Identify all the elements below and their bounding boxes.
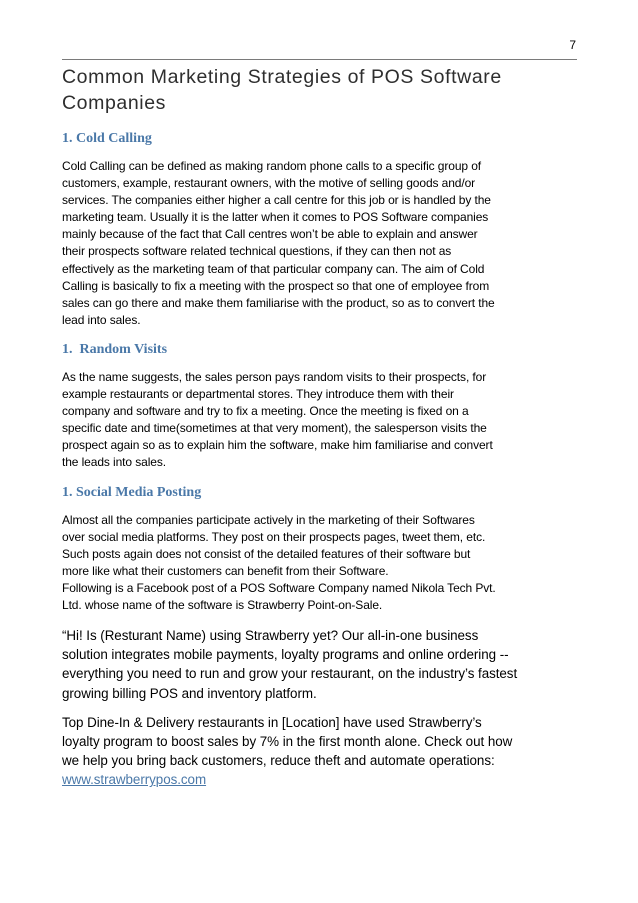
section-body-social-media — [62, 512, 582, 615]
header-divider — [62, 59, 577, 60]
text-line: prospect again so as to explain him the software, make him familiarise and convert — [62, 438, 493, 453]
text-line: lead into sales. — [62, 312, 141, 327]
text-line: Almost all the companies participate actively in the marketing of their Softwares — [62, 512, 475, 527]
text-line: company and software and try to fix a meeting. Once the meeting is fixed on a — [62, 404, 469, 419]
section-heading-random-visits: 1. Random Visits — [62, 341, 168, 357]
section-heading-social-media: 1. Social Media Posting — [62, 484, 202, 500]
text-line: Such posts again does not consist of the detailed features of their software but — [62, 546, 471, 561]
page-number: 7 — [569, 38, 576, 52]
text-line: Following is a Facebook post of a POS Software Company named Nikola Tech Pvt. — [62, 580, 496, 595]
text-line: example restaurants or departmental stores. They introduce them with their — [62, 387, 454, 402]
text-line: solution integrates mobile payments, loyalty programs and online ordering -- — [62, 647, 509, 663]
text-line: their prospects software related technical questions, if they can then not as — [62, 244, 452, 259]
page-title-line: Companies — [62, 92, 167, 114]
strawberrypos-link[interactable]: www.strawberrypos.com — [62, 772, 207, 788]
text-line: “Hi! Is (Resturant Name) using Strawberry yet? Our all-in-one business — [62, 628, 479, 644]
text-line: Cold Calling can be defined as making random phone calls to a specific group of — [62, 159, 482, 173]
page-content — [62, 64, 582, 800]
text-line: sales can go there and make them familiarise with the product, so as to convert the — [62, 295, 495, 310]
text-line: the leads into sales. — [62, 455, 166, 470]
text-line: we help you bring back customers, reduce theft and automate operations: — [62, 753, 495, 769]
page-title-line: Common Marketing Strategies of POS Software — [62, 66, 502, 88]
text-line: everything you need to run and grow your restaurant, on the industry’s fastest — [62, 666, 518, 682]
text-line: services. The companies either higher a call centre for this job or is handled by the — [62, 193, 491, 208]
text-line: effectively as the marketing team of that particular company can. The aim of Cold — [62, 261, 485, 276]
text-line: Top Dine-In & Delivery restaurants in [Location] have used Strawberry’s — [62, 714, 482, 730]
text-line: As the name suggests, the sales person pays random visits to their prospects, for — [62, 369, 487, 384]
quoted-post-paragraph — [62, 626, 582, 703]
text-line: customers, example, restaurant owners, with the motive of selling goods and/or — [62, 176, 476, 191]
quoted-post-paragraph — [62, 713, 582, 790]
text-line: marketing team. Usually it is the latter when it comes to POS Software companies — [62, 210, 489, 225]
text-line: growing billing POS and inventory platform. — [62, 685, 317, 701]
section-body-cold-calling — [62, 158, 582, 329]
text-line: more like what their customers can benefit from their Software. — [62, 563, 389, 578]
text-line: Calling is basically to fix a meeting with the prospect so that one of employee from — [62, 278, 490, 293]
section-heading-cold-calling: 1. Cold Calling — [62, 131, 152, 146]
text-line: loyalty program to boost sales by 7% in the first month alone. Check out how — [62, 734, 513, 750]
section-body-random-visits — [62, 369, 582, 472]
text-line: over social media platforms. They post on their prospects pages, tweet them, etc. — [62, 529, 486, 544]
text-line: Ltd. whose name of the software is Strawberry Point-on-Sale. — [62, 597, 383, 612]
text-line: mainly because of the fact that Call centres won’t be able to explain and answer — [62, 227, 478, 242]
page-title — [62, 64, 582, 116]
text-line: specific date and time(sometimes at that very moment), the salesperson visits the — [62, 421, 487, 436]
